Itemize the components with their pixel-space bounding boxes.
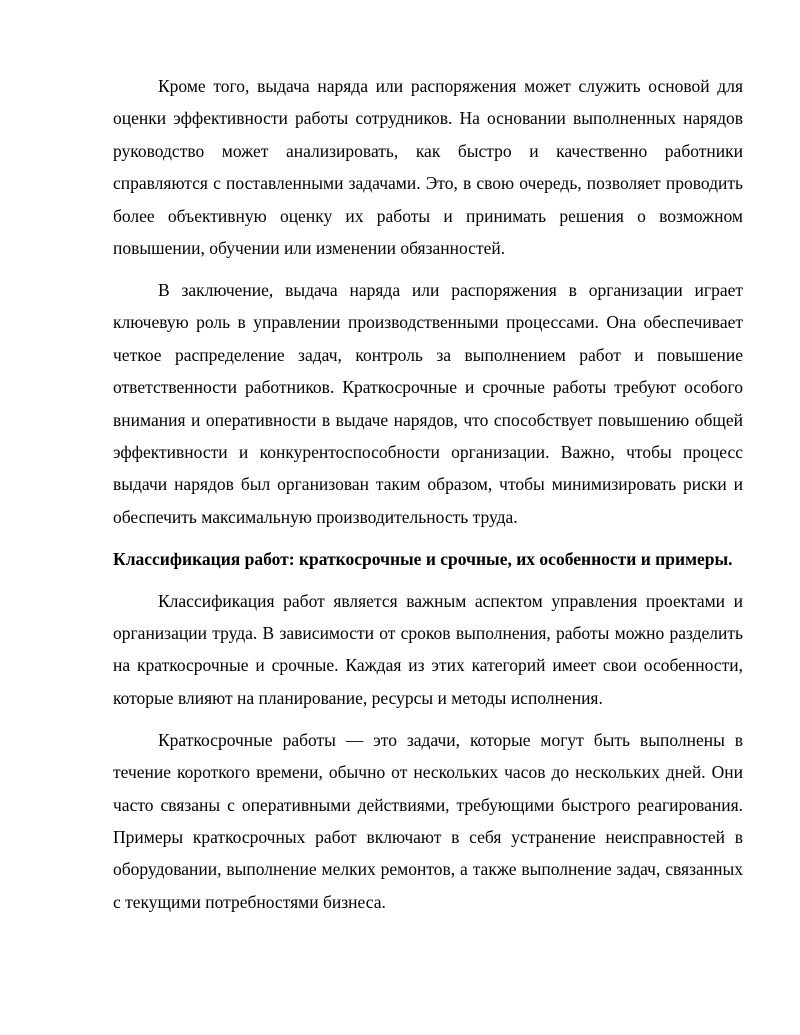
document-page bbox=[113, 70, 743, 928]
section-heading: Классификация работ: краткосрочные и срочные, их особенности и примеры. bbox=[113, 548, 733, 569]
paragraph-conclusion: В заключение, выдача наряда или распоряжения в организации играет ключевую роль в управлении производственными процессами. Она обеспечивает четкое распределение задач, контроль за выполнением работ и повышение ответственности работников. Краткосрочные и срочные работы требуют особого внимания и оперативности в выдаче нарядов, что способствует повышению общей эффективности и конкурентоспособности организации. Важно, чтобы процесс выдачи нарядов был организован таким образом, чтобы минимизировать риски и обеспечить максимальную производительность труда. bbox=[113, 279, 743, 527]
paragraph-evaluation: Кроме того, выдача наряда или распоряжения может служить основой для оценки эффективности работы сотрудников. На основании выполненных нарядов руководство может анализировать, как быстро и качественно работники справляются с поставленными задачами. Это, в свою очередь, позволяет проводить более объективную оценку их работы и принимать решения о возможном повышении, обучении или изменении обязанностей. bbox=[113, 76, 743, 259]
paragraph-classification-intro: Классификация работ является важным аспектом управления проектами и организации труда. В зависимости от сроков выполнения, работы можно разделить на краткосрочные и срочные. Каждая из этих категорий имеет свои особенности, которые влияют на планирование, ресурсы и методы исполнения. bbox=[113, 590, 743, 708]
paragraph-short-term-works: Краткосрочные работы — это задачи, которые могут быть выполнены в течение короткого времени, обычно от нескольких часов до нескольких дней. Они часто связаны с оперативными действиями, требующими быстрого реагирования. Примеры краткосрочных работ включают в себя устранение неисправностей в оборудовании, выполнение мелких ремонтов, а также выполнение задач, связанных с текущими потребностями бизнеса. bbox=[113, 729, 743, 912]
